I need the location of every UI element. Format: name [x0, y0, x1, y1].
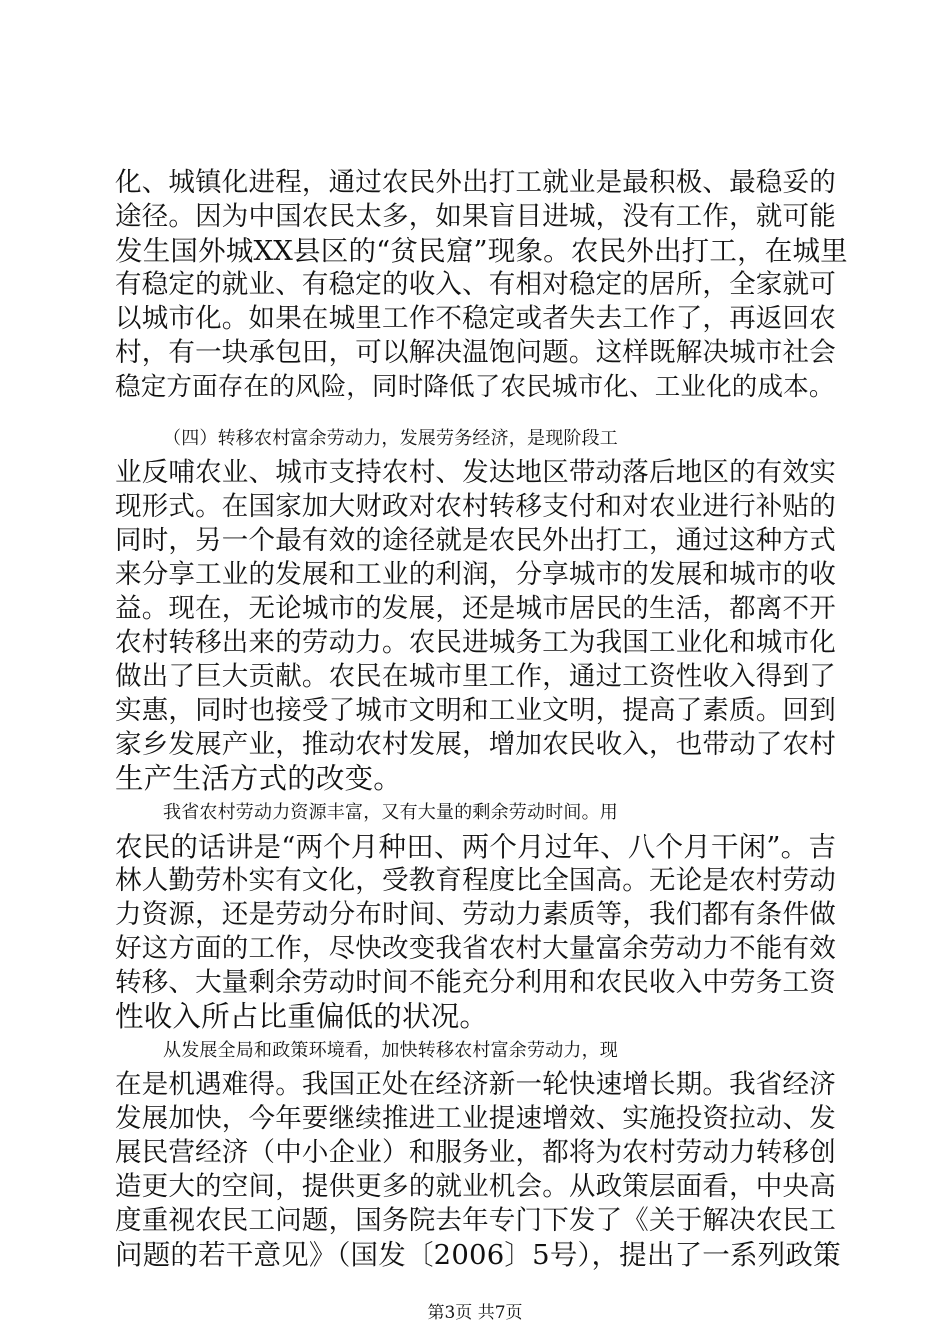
text-line: 力资源，还是劳动分布时间、劳动力素质等，我们都有条件做	[115, 899, 836, 930]
text-line: 展民营经济（中小企业）和服务业，都将为农村劳动力转移创	[115, 1137, 836, 1168]
text-line: 发生国外城XX县区的“贫民窟”现象。农民外出打工，在城里	[115, 235, 848, 267]
text-line: 来分享工业的发展和工业的利润，分享城市的发展和城市的收	[115, 559, 836, 590]
text-line: 家乡发展产业，推动农村发展，增加农民收入，也带动了农村	[115, 729, 836, 760]
text-line: 性收入所占比重偏低的状况。	[115, 1000, 489, 1033]
text-line: 在是机遇难得。我国正处在经济新一轮快速增长期。我省经济	[115, 1069, 836, 1100]
text-line: 途径。因为中国农民太多，如果盲目进城，没有工作，就可能	[115, 201, 836, 232]
text-line: 转移、大量剩余劳动时间不能充分利用和农民收入中劳务工资	[115, 967, 836, 998]
text-line: 现形式。在国家加大财政对农村转移支付和对农业进行补贴的	[115, 491, 836, 522]
text-line: 林人勤劳朴实有文化，受教育程度比全国高。无论是农村劳动	[115, 865, 836, 896]
text-line: 农村转移出来的劳动力。农民进城务工为我国工业化和城市化	[115, 627, 836, 658]
text-line: 问题的若干意见》（国发〔2006〕5号），提出了一系列政策	[115, 1239, 841, 1271]
text-line: 好这方面的工作，尽快改变我省农村大量富余劳动力不能有效	[115, 933, 836, 964]
paragraph-first-line: 我省农村劳动力资源丰富，又有大量的剩余劳动时间。用	[163, 802, 618, 823]
text-line: 造更大的空间，提供更多的就业机会。从政策层面看，中央高	[115, 1171, 836, 1202]
text-line: 有稳定的就业、有稳定的收入、有相对稳定的居所，全家就可	[115, 269, 836, 300]
paragraph-first-line: （四）转移农村富余劳动力，发展劳务经济，是现阶段工	[163, 428, 618, 449]
page-number: 第3页 共7页	[427, 1303, 523, 1323]
text-line: 实惠，同时也接受了城市文明和工业文明，提高了素质。回到	[115, 695, 836, 726]
text-line: 农民的话讲是“两个月种田、两个月过年、八个月干闲”。吉	[115, 831, 837, 863]
text-line: 稳定方面存在的风险，同时降低了农民城市化、工业化的成本。	[115, 372, 835, 402]
text-line: 村，有一块承包田，可以解决温饱问题。这样既解决城市社会	[115, 337, 836, 368]
text-line: 做出了巨大贡献。农民在城市里工作，通过工资性收入得到了	[115, 661, 836, 692]
text-line: 益。现在，无论城市的发展，还是城市居民的生活，都离不开	[115, 593, 836, 624]
text-line: 以城市化。如果在城里工作不稳定或者失去工作了，再返回农	[115, 303, 836, 334]
text-line: 发展加快，今年要继续推进工业提速增效、实施投资拉动、发	[115, 1103, 836, 1134]
text-line: 同时，另一个最有效的途径就是农民外出打工，通过这种方式	[115, 525, 836, 556]
text-line: 化、城镇化进程，通过农民外出打工就业是最积极、最稳妥的	[115, 167, 836, 198]
text-line: 度重视农民工问题，国务院去年专门下发了《关于解决农民工	[115, 1205, 836, 1236]
text-line: 业反哺农业、城市支持农村、发达地区带动落后地区的有效实	[115, 457, 836, 488]
text-line: 生产生活方式的改变。	[115, 762, 403, 795]
paragraph-first-line: 从发展全局和政策环境看，加快转移农村富余劳动力，现	[163, 1040, 618, 1061]
